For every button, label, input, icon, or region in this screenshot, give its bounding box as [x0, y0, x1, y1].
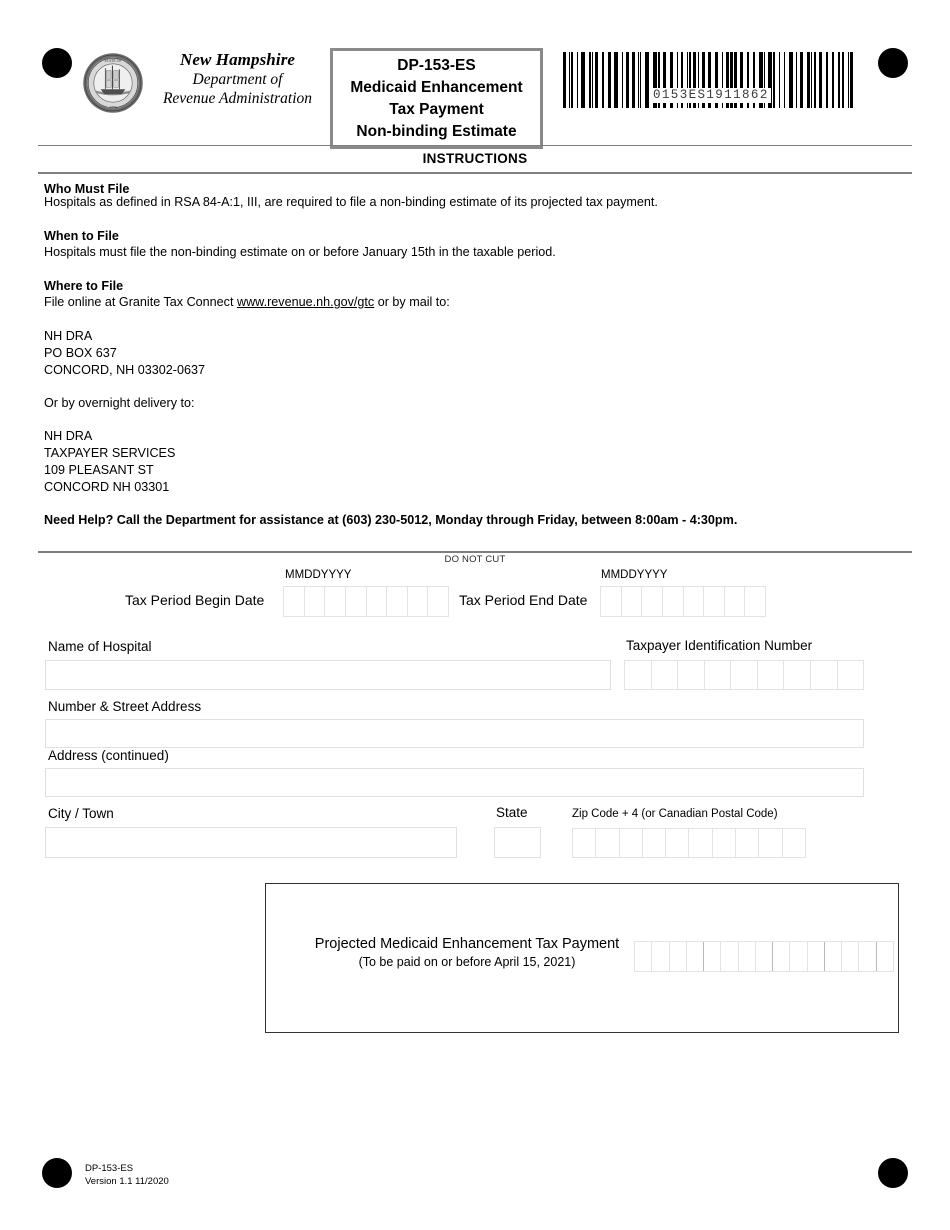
agency-line-3: Revenue Administration — [162, 89, 313, 107]
instructions-divider — [38, 172, 912, 174]
registration-mark-bottom-left — [42, 1158, 72, 1188]
tax-period-end-format-label: MMDDYYYY — [601, 569, 668, 581]
overnight-delivery-intro: Or by overnight delivery to: — [44, 396, 195, 410]
footer-version: Version 1.1 11/2020 — [85, 1175, 169, 1187]
footer — [85, 1163, 169, 1189]
tax-period-end-label: Tax Period End Date — [459, 592, 588, 608]
projected-payment-amount-input[interactable] — [634, 941, 894, 972]
name-of-hospital-input[interactable] — [45, 660, 611, 690]
svg-text:STATE OF: STATE OF — [104, 58, 122, 63]
zip-code-label: Zip Code + 4 (or Canadian Postal Code) — [572, 808, 778, 820]
where-to-file-heading: Where to File — [44, 279, 124, 293]
mail-address-line-3: CONCORD, NH 03302-0637 — [44, 363, 205, 377]
zip-code-input[interactable] — [572, 828, 806, 858]
form-code: DP-153-ES — [397, 56, 476, 74]
name-of-hospital-label: Name of Hospital — [48, 639, 152, 654]
form-header — [0, 20, 950, 140]
do-not-cut-divider — [38, 551, 912, 553]
street-address-label: Number & Street Address — [48, 699, 202, 714]
tax-period-end-input[interactable] — [600, 586, 766, 617]
form-title-box — [330, 48, 543, 149]
projected-payment-label — [308, 935, 626, 970]
granite-tax-connect-link[interactable]: www.revenue.nh.gov/gtc — [236, 295, 375, 309]
taxpayer-identification-number-input[interactable] — [624, 660, 864, 690]
where-to-file-suffix: or by mail to: — [374, 295, 450, 309]
agency-line-2: Department of — [192, 70, 283, 88]
address-continued-input[interactable] — [45, 768, 864, 797]
agency-name — [150, 50, 325, 109]
tax-period-begin-input[interactable] — [283, 586, 449, 617]
header-divider — [38, 145, 912, 146]
mail-address-line-2: PO BOX 637 — [44, 346, 117, 360]
tax-period-begin-format-label: MMDDYYYY — [285, 569, 352, 581]
overnight-address-line-3: 109 PLEASANT ST — [44, 463, 154, 477]
address-continued-label: Address (continued) — [48, 748, 169, 763]
city-town-input[interactable] — [45, 827, 457, 858]
overnight-address-line-1: NH DRA — [44, 429, 93, 443]
projected-payment-label-line-2: (To be paid on or before April 15, 2021) — [358, 954, 576, 969]
instructions-heading: INSTRUCTIONS — [422, 151, 528, 166]
do-not-cut-label: DO NOT CUT — [444, 554, 506, 565]
who-must-file-text: Hospitals as defined in RSA 84-A:1, III, are required to file a non-binding estimate of its projected tax payment. — [44, 195, 658, 209]
street-address-input[interactable] — [45, 719, 864, 748]
mail-address-line-1: NH DRA — [44, 329, 93, 343]
tax-period-begin-label: Tax Period Begin Date — [125, 592, 265, 608]
when-to-file-heading: When to File — [44, 229, 119, 243]
barcode — [563, 52, 857, 108]
when-to-file-text: Hospitals must file the non-binding estimate on or before January 15th in the taxable period. — [44, 245, 556, 259]
footer-form-code: DP-153-ES — [85, 1163, 134, 1174]
overnight-address-line-2: TAXPAYER SERVICES — [44, 446, 176, 460]
svg-text:1776: 1776 — [109, 106, 117, 111]
taxpayer-identification-number-label: Taxpayer Identification Number — [626, 638, 813, 653]
who-must-file-heading: Who Must File — [44, 182, 130, 196]
form-title-line-3: Tax Payment — [389, 100, 484, 118]
form-title-line-4: Non-binding Estimate — [356, 122, 517, 140]
new-hampshire-state-seal-icon — [82, 52, 144, 114]
agency-line-1: New Hampshire — [179, 50, 296, 69]
state-input[interactable] — [494, 827, 541, 858]
state-label: State — [496, 805, 528, 820]
barcode-number: 0153ES1911862 — [653, 88, 769, 102]
where-to-file-text — [44, 294, 450, 310]
where-to-file-prefix: File online at Granite Tax Connect — [44, 295, 237, 309]
overnight-address-line-4: CONCORD NH 03301 — [44, 480, 170, 494]
registration-mark-bottom-right — [878, 1158, 908, 1188]
projected-payment-label-line-1: Projected Medicaid Enhancement Tax Payment — [314, 936, 620, 952]
city-town-label: City / Town — [48, 806, 114, 821]
need-help-text: Need Help? Call the Department for assistance at (603) 230-5012, Monday through Friday, between 8:00am - 4:30pm. — [44, 513, 738, 527]
form-title-line-2: Medicaid Enhancement — [350, 78, 523, 96]
